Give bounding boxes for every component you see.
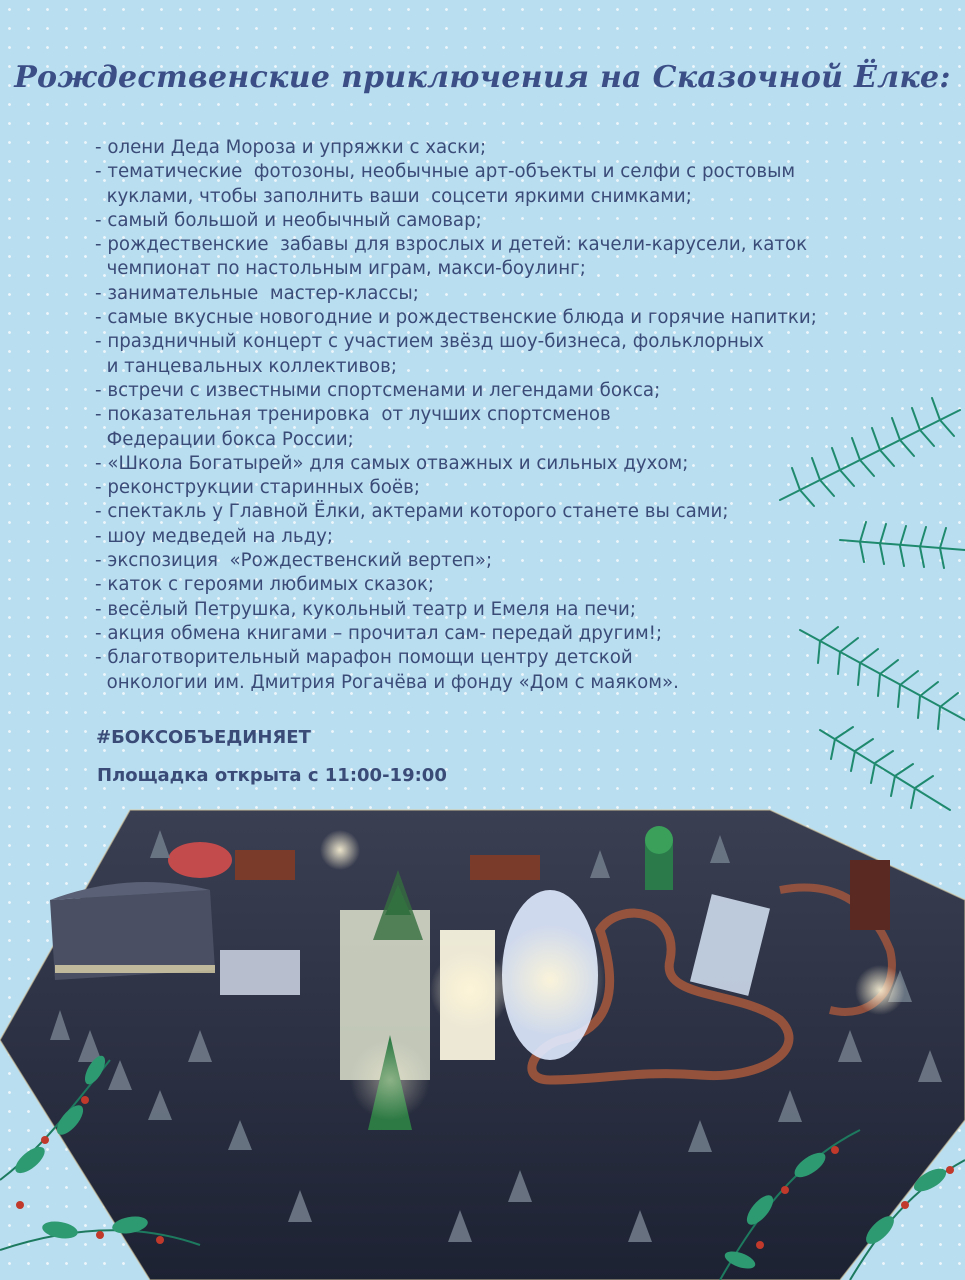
list-item: - самый большой и необычный самовар; bbox=[95, 209, 482, 231]
list-item: - встречи с известными спортсменами и легендами бокса; bbox=[95, 379, 661, 401]
aerial-site-illustration bbox=[0, 790, 965, 1280]
list-item: - показательная тренировка от лучших спортсменов bbox=[95, 404, 611, 426]
list-item: - «Школа Богатырей» для самых отважных и сильных духом; bbox=[95, 452, 689, 474]
list-item: куклами, чтобы заполнить ваши соцсети яркими снимками; bbox=[95, 185, 692, 207]
list-item: - экспозиция «Рождественский вертеп»; bbox=[95, 550, 493, 572]
list-item: - каток с героями любимых сказок; bbox=[95, 574, 435, 596]
list-item: - тематические фотозоны, необычные арт-объекты и селфи с ростовым bbox=[95, 161, 796, 183]
list-item: чемпионат по настольным играм, макси-боулинг; bbox=[95, 258, 586, 280]
list-item: - акция обмена книгами – прочитал сам- передай другим!; bbox=[95, 622, 663, 644]
list-item: и танцевальных коллективов; bbox=[95, 355, 398, 377]
list-item: - праздничный концерт с участием звёзд шоу-бизнеса, фольклорных bbox=[95, 331, 765, 353]
list-item: - самые вкусные новогодние и рождественские блюда и горячие напитки; bbox=[95, 307, 817, 329]
list-item: - шоу медведей на льду; bbox=[95, 525, 334, 547]
list-item: - весёлый Петрушка, кукольный театр и Емеля на печи; bbox=[95, 598, 636, 620]
fir-branches-decoration bbox=[760, 390, 965, 840]
page-title: Рождественские приключения на Сказочной Ёлке: bbox=[14, 60, 951, 95]
list-item: - занимательные мастер-классы; bbox=[95, 282, 419, 304]
list-item: - олени Деда Мороза и упряжки с хаски; bbox=[95, 137, 487, 158]
list-item: - рождественские забавы для взрослых и детей: качели-карусели, каток bbox=[95, 234, 808, 256]
opening-hours: Площадка открыта с 11:00-19:00 bbox=[97, 765, 447, 786]
hashtag: #БОКСОБЪЕДИНЯЕТ bbox=[96, 727, 311, 748]
list-item: Федерации бокса России; bbox=[95, 428, 354, 450]
list-item: - спектакль у Главной Ёлки, актерами которого станете вы сами; bbox=[95, 501, 729, 523]
list-item: - благотворительный марафон помощи центру детской bbox=[95, 647, 633, 669]
list-item: - реконструкции старинных боёв; bbox=[95, 477, 420, 499]
list-item: онкологии им. Дмитрия Рогачёва и фонду «Дом с маяком». bbox=[95, 671, 679, 693]
